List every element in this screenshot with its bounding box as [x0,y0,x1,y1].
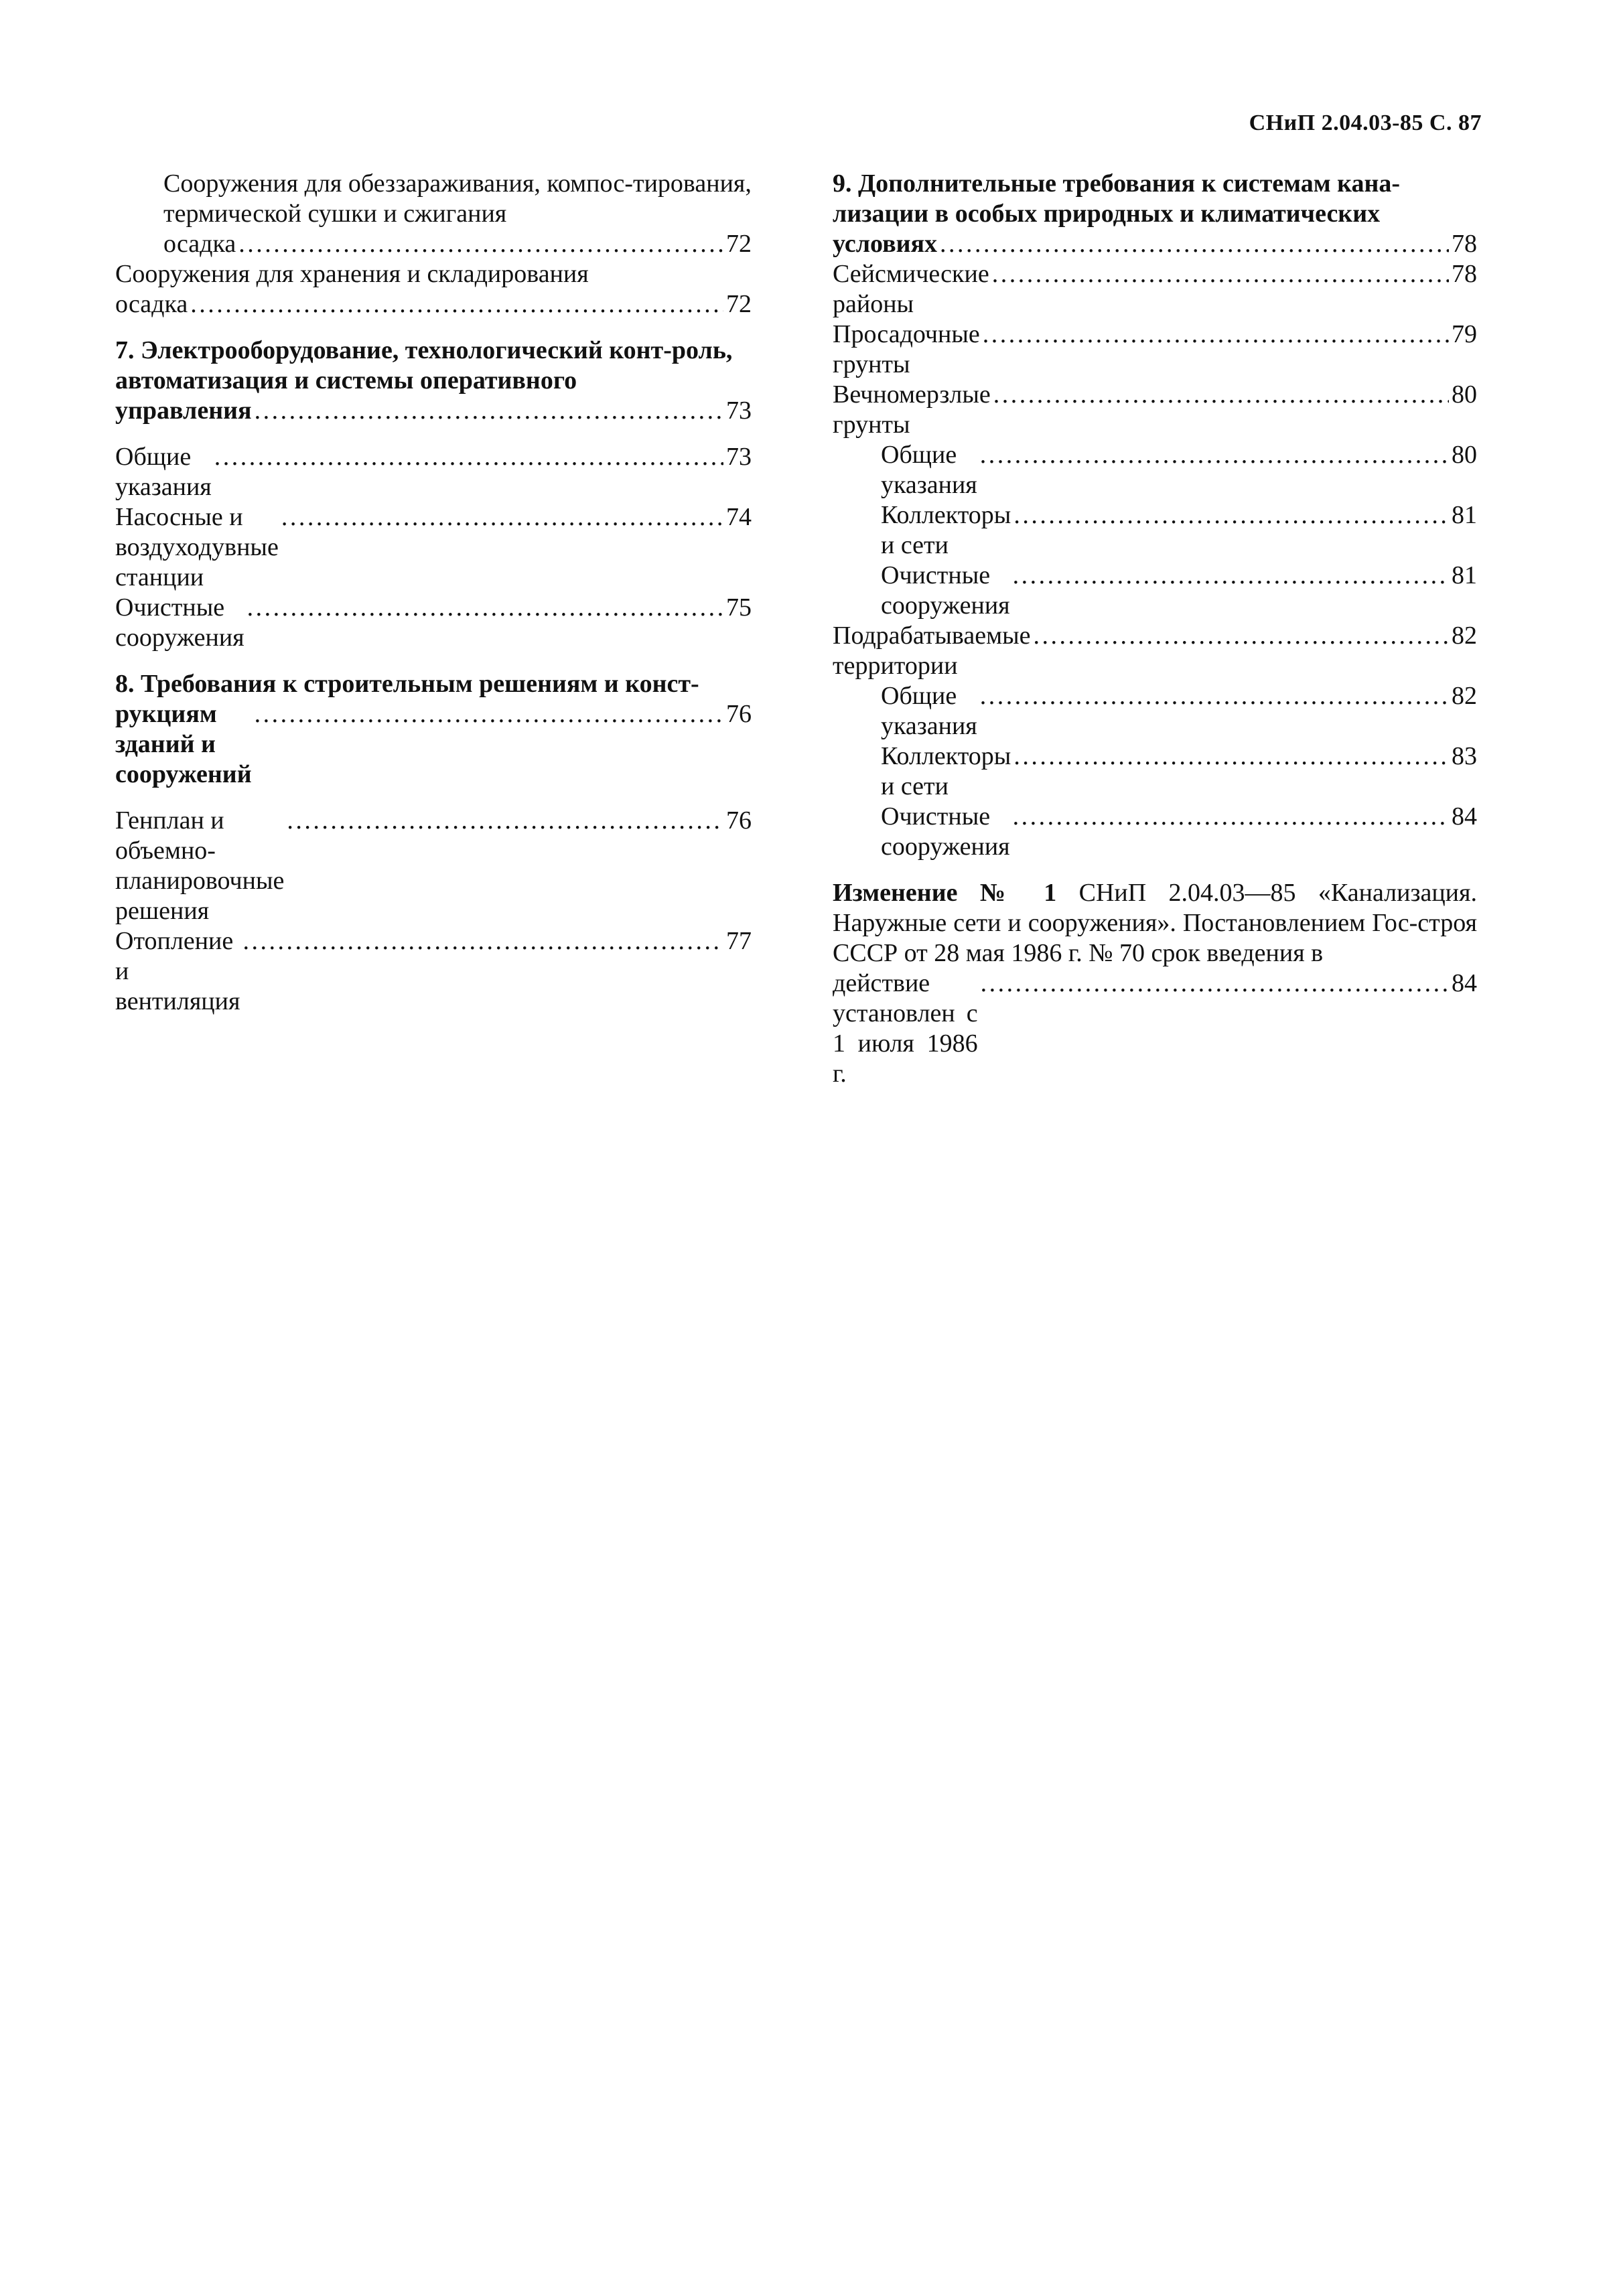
page-number: 77 [726,927,752,955]
leader-dots [281,502,723,532]
leader-dots [1013,741,1449,772]
leader-dots [981,968,1449,999]
leader-dots [255,699,723,729]
toc-entry [833,681,1477,741]
toc-entry [833,440,1477,500]
leader-dots [1013,561,1449,591]
toc-entry [115,806,752,926]
section-heading-text-last: управления [115,397,252,425]
leader-dots [1013,500,1449,530]
leader-dots [980,440,1449,470]
toc-entry-tail [163,229,752,259]
leader-dots [993,380,1449,410]
toc-entry-text: Коллекторы и сети [881,501,1011,559]
toc-entry-text: Сейсмические районы [833,260,989,318]
toc-entry [115,593,752,653]
page-number: 76 [726,806,752,835]
toc-entry [115,502,752,593]
section-heading-text: 7. Электрооборудование, технологический конт-роль, автоматизация и системы оперативного [115,336,733,394]
toc-entry [115,926,752,1017]
toc-entry [833,621,1477,681]
toc-entry-text: Вечномерзлые грунты [833,380,991,439]
toc-entry-tail [833,229,1477,259]
toc-entry-text: Общие указания [881,441,977,499]
page-number: 84 [1452,969,1477,997]
toc-entry [833,259,1477,319]
leader-dots [214,442,723,472]
toc-entry-tail [833,968,1477,1089]
leader-dots [247,593,723,623]
page-number: 74 [726,503,752,531]
toc-entry-tail [115,699,752,790]
toc-entry-text: Отопление и вентиляция [115,927,240,1015]
leader-dots [255,396,723,426]
leader-dots [1034,621,1449,651]
toc-entry-text: Сооружения для хранения и складирования [115,260,589,288]
toc-entry-tail [115,289,752,319]
toc-right-column [833,169,1477,1089]
leader-dots [238,229,723,259]
toc-entry-text: Сооружения для обеззараживания, компос-тирования, термической сушки и сжигания [163,169,752,228]
leader-dots [980,681,1449,711]
toc-section-heading [115,336,752,426]
page-number: 72 [726,290,752,318]
toc-entry [115,259,752,319]
page-number: 73 [726,443,752,471]
toc-entry [833,802,1477,862]
toc-entry-text-last: осадка [115,290,188,318]
leader-dots [190,289,723,319]
toc-left-column [115,169,752,1017]
section-heading-text-last: условиях [833,230,938,258]
page-number: 81 [1452,561,1477,589]
toc-section-heading [833,169,1477,259]
page-number: 84 [1452,802,1477,831]
toc-section-heading [115,669,752,790]
page-number: 78 [1452,260,1477,288]
page-number: 82 [1452,682,1477,710]
page-number: 78 [1452,230,1477,258]
toc-entry [833,561,1477,621]
page-number: 73 [726,397,752,425]
toc-entry-text: Коллекторы и сети [881,742,1011,800]
leader-dots [287,806,723,836]
leader-dots [992,259,1449,289]
toc-entry-text: Очистные сооружения [115,593,244,652]
toc-entry-text: Подрабатываемые территории [833,622,1031,680]
section-heading-text: 8. Требования к строительным решениям и конст- [115,670,699,698]
amendment-text-last: действие установлен с 1 июля 1986 г. [833,969,978,1088]
page-number: 80 [1452,441,1477,469]
amendment-title: Изменение № 1 [833,879,1057,907]
page-number: 75 [726,593,752,622]
toc-entry [833,741,1477,802]
leader-dots [242,926,723,956]
toc-entry [833,319,1477,380]
toc-entry [833,500,1477,561]
leader-dots [1013,802,1449,832]
toc-entry [833,380,1477,440]
toc-entry-text-last: осадка [163,230,236,258]
section-heading-text: 9. Дополнительные требования к системам кана-лизации в особых природных и климатических [833,169,1401,228]
page-number: 81 [1452,501,1477,529]
toc-entry-text: Генплан и объемно-планировочные решения [115,806,285,925]
page-number: 82 [1452,622,1477,650]
page-number: 76 [726,700,752,728]
toc-entry-text: Очистные сооружения [881,561,1010,620]
toc-entry-text: Очистные сооружения [881,802,1010,861]
leader-dots [940,229,1449,259]
toc-entry [115,442,752,502]
toc-entry-tail [115,396,752,426]
toc-entry-text: Просадочные грунты [833,320,980,378]
page-number: 79 [1452,320,1477,348]
amendment-text: СНиП 2.04.03—85 «Канализация. Наружные сети и сооружения». Постановлением Гос-строя СССР от 28 мая 1986 г. № 70 срок введения в [833,879,1477,967]
page-number: 72 [726,230,752,258]
toc-entry-text: Насосные и воздуходувные станции [115,503,279,591]
section-heading-text-last: рукциям зданий и сооружений [115,700,252,788]
toc-entry-text: Общие указания [115,443,212,501]
page-number: 83 [1452,742,1477,770]
leader-dots [983,319,1449,350]
page-header: СНиП 2.04.03-85 С. 87 [1249,111,1482,135]
toc-entry [115,169,752,259]
page-number: 80 [1452,380,1477,409]
toc-entry-text: Общие указания [881,682,977,740]
amendment-entry [833,878,1477,1089]
